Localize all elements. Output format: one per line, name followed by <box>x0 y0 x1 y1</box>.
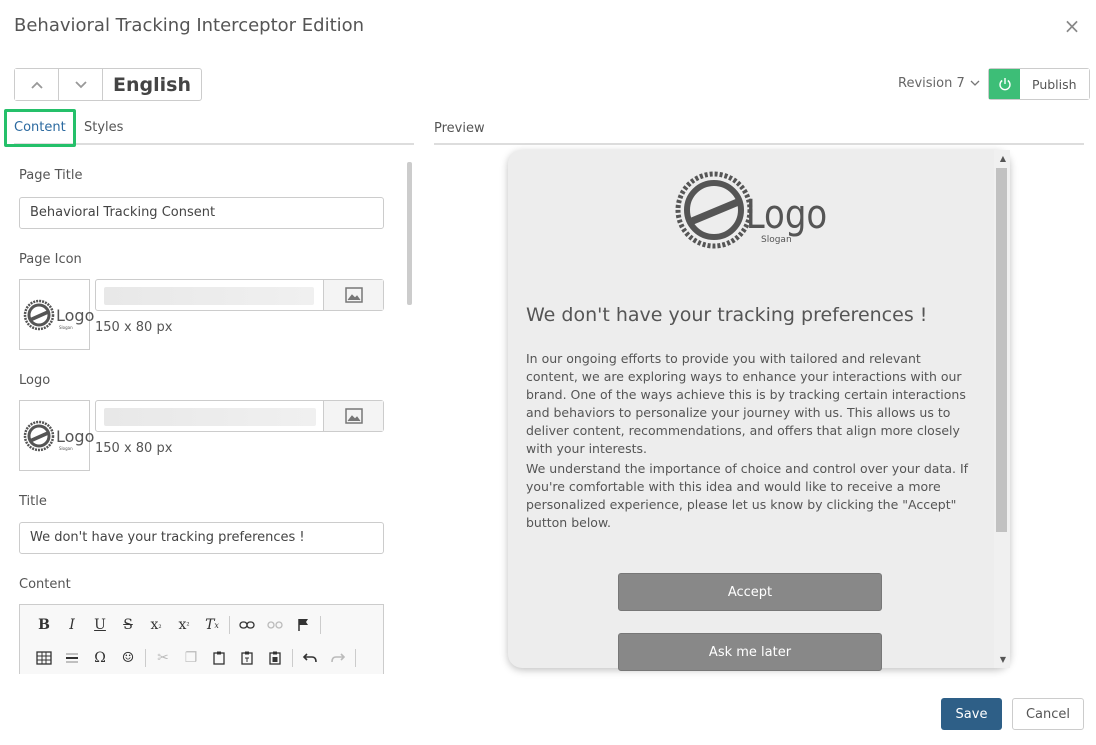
preview-paragraph-1: In our ongoing efforts to provide you with tailored and relevant content, we are exploring ways to enhance your interactions with our brand. One of the ways achieve this is by tracking certain interactions and behaviors to personalize your journey with us. This allows us to deliver content, recommendations, and offers that align more closely with your interests. <box>526 351 966 456</box>
special-char-icon[interactable]: Ω <box>94 650 106 666</box>
preview-heading: We don't have your tracking preferences ! <box>526 304 928 326</box>
cut-icon[interactable]: ✂ <box>157 650 169 666</box>
language-nav <box>14 68 202 101</box>
logo-file-input[interactable] <box>95 400 384 432</box>
page-icon-filename <box>104 287 314 305</box>
underline-icon[interactable]: U <box>94 617 106 633</box>
form-scrollbar[interactable] <box>407 162 412 305</box>
subscript-icon[interactable]: x ₂ <box>150 617 162 633</box>
preview-label: Preview <box>434 121 485 136</box>
revision-label: Revision 7 <box>898 76 965 91</box>
undo-icon[interactable] <box>296 647 324 669</box>
image-icon <box>345 408 363 424</box>
scroll-down-arrow-icon[interactable]: ▼ <box>999 655 1006 664</box>
strikethrough-icon[interactable]: S <box>123 617 133 633</box>
page-title-label: Page Title <box>19 168 83 183</box>
paste-icon[interactable] <box>205 647 233 669</box>
logo-thumbnail <box>19 400 94 471</box>
chevron-down-icon <box>970 80 980 87</box>
chevron-up-button[interactable] <box>15 69 59 100</box>
title-input[interactable]: We don't have your tracking preferences ! <box>19 522 384 554</box>
power-icon <box>998 77 1012 91</box>
svg-text:Slogan: Slogan <box>58 445 73 451</box>
toolbar-separator <box>145 649 146 667</box>
table-icon[interactable] <box>30 647 58 669</box>
language-label: English <box>113 73 191 96</box>
redo-icon[interactable] <box>324 647 352 669</box>
toolbar-separator <box>229 616 230 634</box>
power-button[interactable] <box>989 69 1020 99</box>
svg-text:Slogan: Slogan <box>58 324 73 330</box>
svg-text:Logo: Logo <box>55 305 94 325</box>
dialog-title: Behavioral Tracking Interceptor Edition <box>14 15 365 36</box>
page-icon-label: Page Icon <box>19 252 82 267</box>
preview-header <box>434 116 1084 145</box>
paste-word-icon[interactable] <box>261 647 289 669</box>
editor-toolbar-row-2 <box>30 647 359 669</box>
editor-toolbar-row-1 <box>30 614 324 636</box>
logo-icon <box>676 170 826 250</box>
logo-label: Logo <box>19 373 51 388</box>
superscript-icon[interactable]: x ² <box>178 617 190 633</box>
logo-icon <box>23 298 94 332</box>
preview-ask-later-button[interactable]: Ask me later <box>618 633 882 671</box>
horizontal-line-icon[interactable] <box>58 647 86 669</box>
tab-styles[interactable]: Styles <box>84 120 124 135</box>
logo-icon <box>23 419 94 453</box>
title-label: Title <box>19 494 47 509</box>
copy-icon[interactable]: ❐ <box>184 650 198 666</box>
preview-paragraph-2: We understand the importance of choice and control over your data. If you're comfortable with this idea and would like to receive a more personalized experience, please let us know by clicking the "Accept" button below. <box>526 461 969 530</box>
unlink-icon[interactable] <box>261 614 289 636</box>
italic-icon[interactable]: I <box>69 617 75 633</box>
rich-text-editor <box>19 604 384 674</box>
logo-browse-button[interactable] <box>323 401 383 431</box>
toolbar-separator <box>355 649 356 667</box>
save-button[interactable]: Save <box>941 698 1002 730</box>
preview-frame <box>508 150 1010 668</box>
scroll-up-arrow-icon[interactable]: ▲ <box>999 154 1006 163</box>
preview-scrollbar-track[interactable] <box>994 150 1010 668</box>
chevron-down-button[interactable] <box>59 69 103 100</box>
logo-filename <box>104 408 316 426</box>
page-icon-file-input[interactable] <box>95 279 384 311</box>
chevron-up-icon <box>30 80 44 90</box>
link-icon[interactable] <box>233 614 261 636</box>
page-icon-thumbnail <box>19 279 94 350</box>
publish-button[interactable]: Publish <box>1020 69 1089 99</box>
bold-icon[interactable]: B <box>38 617 50 633</box>
preview-scrollbar-thumb[interactable] <box>996 168 1007 532</box>
page-title-input[interactable]: Behavioral Tracking Consent <box>19 197 384 229</box>
svg-text:Logo: Logo <box>745 191 828 238</box>
anchor-flag-icon[interactable] <box>289 614 317 636</box>
page-icon-browse-button[interactable] <box>323 280 383 310</box>
toolbar-separator <box>320 616 321 634</box>
preview-accept-button[interactable]: Accept <box>618 573 882 611</box>
editor-tabs <box>14 116 414 145</box>
page-icon-dimensions: 150 x 80 px <box>95 320 173 335</box>
content-label: Content <box>19 577 71 592</box>
publish-group <box>988 68 1090 100</box>
preview-logo <box>676 170 826 254</box>
toolbar-separator <box>292 649 293 667</box>
tab-content[interactable]: Content <box>14 120 66 135</box>
remove-format-icon[interactable]: T x <box>205 617 219 633</box>
logo-dimensions: 150 x 80 px <box>95 441 173 456</box>
paste-text-icon[interactable] <box>233 647 261 669</box>
cancel-button[interactable]: Cancel <box>1012 698 1084 730</box>
image-icon <box>345 287 363 303</box>
close-icon[interactable]: × <box>1063 14 1081 38</box>
revision-dropdown[interactable] <box>898 76 980 91</box>
svg-text:Logo: Logo <box>55 426 94 446</box>
smiley-icon[interactable]: ☺ <box>121 650 135 666</box>
svg-text:Slogan: Slogan <box>761 235 792 245</box>
chevron-down-icon <box>74 80 88 90</box>
